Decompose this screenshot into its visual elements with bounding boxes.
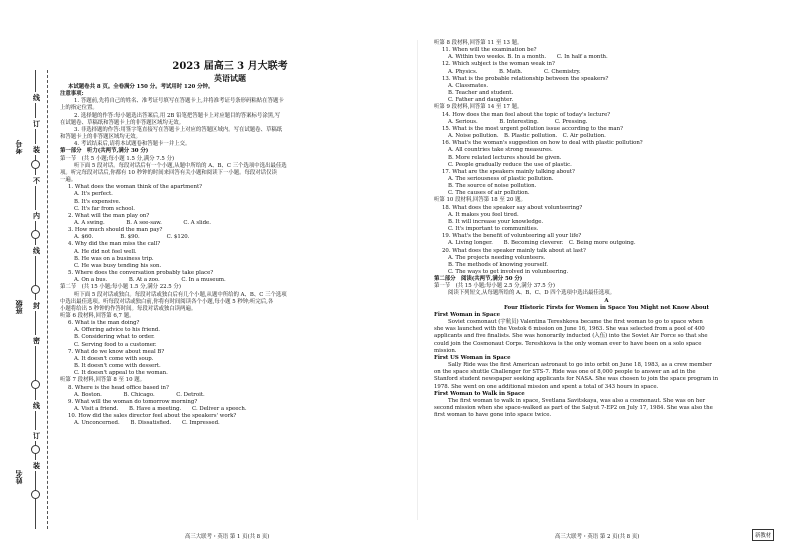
text-line: C. People gradually reduce the use of plastic. <box>448 161 572 168</box>
text-line: she was launched with the Vostok 6 mission on June 16, 1963. She was selected from a pool of 400 <box>434 326 705 333</box>
text-line: A. Living longer. B. Becoming cleverer. C. Being more outgoing. <box>448 240 636 247</box>
text-line: 第一部分 听力(共两节,满分 30 分) <box>60 148 149 155</box>
text-line: C. He was busy tending his son. <box>74 262 162 269</box>
text-line: 6. What is the man doing? <box>68 320 140 327</box>
seal-char: 线 <box>33 246 40 255</box>
text-line: 听下面 5 段对话。每段对话后有一个小题,从题中所给的 A、B、C 三个选项中选出最佳选 <box>74 162 287 169</box>
text-line: A. Serious. B. Interesting. C. Pressing. <box>448 118 588 125</box>
text-line: Four Historic Firsts for Women in Space You Might not Know About <box>504 304 709 311</box>
text-line: A. It doesn't come with soup. <box>74 355 154 362</box>
text-line: First Woman in Space <box>434 311 501 318</box>
text-line: A. Physics. B. Math. C. Chemistry. <box>448 68 581 75</box>
text-line: 小题将给出 5 秒钟的作答时间。每段对话或独白读两遍。 <box>60 305 197 312</box>
text-line: 2. 选择题的作答:每小题选出答案后,用 2B 铅笔把答题卡上对应题目的答案标号涂黑,写 <box>74 112 281 119</box>
text-line: A. Visit a friend. B. Have a meeting. C. Deliver a speech. <box>74 406 247 413</box>
text-line: 英语试题 <box>214 73 246 83</box>
seal-char: 封 <box>33 301 40 310</box>
binding-margin <box>0 0 52 551</box>
text-line: C. It's important to communities. <box>448 226 539 233</box>
text-line: A. Boston. B. Chicago. C. Detroit. <box>74 391 205 398</box>
text-line: 第一节 (共 15 小题;每小题 2.5 分,满分 37.5 分) <box>434 283 555 290</box>
text-line: A. On a bus. B. At a zoo. C. In a museum. <box>74 277 226 284</box>
text-line: 20. What does the speaker mainly talk about at last? <box>442 247 586 254</box>
circle-icon <box>31 490 40 499</box>
binding-dashed-line <box>47 70 48 529</box>
text-line: 14. How does the man feel about the topic of today's lecture? <box>442 111 611 118</box>
text-line: applicants and five finalists. She was honorarily inducted (入伍) into the Soviet Air Force so that she <box>434 333 708 340</box>
text-line: 听第 6 段材料,回答第 6,7 题。 <box>60 313 135 319</box>
text-line: on the space shuttle Challenger for STS-7. Ride was one of 8,000 people to answer an ad in the <box>434 369 696 376</box>
text-line: Sally Ride was the first American astronaut to go into orbit on June 18, 1983, as a crew member <box>448 362 712 369</box>
text-line: Soviet cosmonaut (宇航员) Valentina Tereshkova became the first woman to go to space when <box>448 319 703 326</box>
footer-page-2: 高三大联考・英语 第 2 页(共 8 页) <box>555 534 640 540</box>
text-line: B. More related lectures should be given. <box>448 154 562 161</box>
text-line: 1978. She went on one additional mission and spent a total of 343 hours in space. <box>434 383 659 390</box>
seal-char: 线 <box>33 401 40 410</box>
text-line: 19. What's the benefit of volunteering all your life? <box>442 233 582 240</box>
text-line: 一遍。 <box>60 177 77 184</box>
text-line: 10. How did the sales director feel about the speakers' work? <box>68 413 237 420</box>
text-line: 17. What are the speakers mainly talking about? <box>442 168 575 175</box>
circle-icon <box>31 160 40 169</box>
text-line: Stanford student newspaper seeking applicants for NASA. She was chosen to join the space program in <box>434 376 719 383</box>
text-line: 项。听完每段对话后,你都有 10 秒钟的时间来回答有关小题和阅读下一小题。每段对话仅读 <box>60 169 277 176</box>
text-line: 第一节 (共 5 小题;每小题 1.5 分,满分 7.5 分) <box>60 155 175 162</box>
text-line: 在试题卷、草稿纸和答题卡上的非答题区域均无效。 <box>60 119 184 126</box>
text-line: 和答题卡上的非答题区域均无效。 <box>60 134 141 141</box>
text-line: A. Noise pollution. B. Plastic pollution. C. Air pollution. <box>448 133 606 140</box>
column-divider <box>417 40 418 520</box>
text-line: The first woman to walk in space, Svetlana Savitskaya, was also a cosmonaut. She was on her <box>448 397 706 404</box>
text-line: A. A swing. B. A see-saw. C. A slide. <box>74 219 211 226</box>
text-line: 上的指定位置。 <box>60 105 98 112</box>
text-line: A. It's perfect. <box>74 191 113 198</box>
text-line: A. The projects needing volunteers. <box>448 254 546 261</box>
text-line: mission. <box>434 347 457 354</box>
text-line: C. The ways to get involved in volunteering. <box>448 269 569 275</box>
text-line: First US Woman in Space <box>434 354 511 361</box>
text-line: 4. Why did the man miss the call? <box>68 241 161 248</box>
text-line: 中选出最佳选项。听每段对话或独白前,你将有时间阅读各个小题,每小题 5 秒钟;听完后,各 <box>60 298 274 305</box>
text-line: 听第 7 段材料,回答第 8 至 10 题。 <box>60 377 146 384</box>
name-label: 姓名 <box>14 470 23 484</box>
text-line: A. Classmates. <box>448 82 489 89</box>
text-line: 听第 10 段材料,回答第 18 至 20 题。 <box>434 197 526 204</box>
page-2-column <box>434 40 779 419</box>
text-line: 2. What will the man play on? <box>68 212 150 219</box>
text-line: A. Offering advice to his friend. <box>74 327 160 334</box>
text-line: 第二节 (共 15 小题;每小题 1.5 分,满分 22.5 分) <box>60 284 181 291</box>
seal-char: 装 <box>33 461 40 470</box>
seal-char: 密 <box>33 336 40 345</box>
text-line: A. He did not feel well. <box>74 248 137 255</box>
text-line: A. Within two weeks. B. In a month. C. In half a month. <box>448 54 608 61</box>
text-line: B. Considering what to order. <box>74 334 155 341</box>
text-line: B. It will increase your knowledge. <box>448 218 544 225</box>
text-line: 第二部分 阅读(共两节,满分 50 分) <box>434 276 523 283</box>
text-line: 3. How much should the man pay? <box>68 227 163 234</box>
text-line: 1. 答题前,先将自己的姓名、准考证号填写在答题卡上,并将准考证号条形码粘贴在答题卡 <box>74 98 284 105</box>
text-line: 5. Where does the conversation probably take place? <box>68 270 214 277</box>
text-line: 1. What does the woman think of the apartment? <box>68 184 203 191</box>
circle-icon <box>31 380 40 389</box>
text-line: C. Serving food to a customer. <box>74 341 157 348</box>
text-line: 听第 8 段材料,回答第 11 至 13 题。 <box>434 40 523 46</box>
circle-icon <box>31 285 40 294</box>
text-line: 9. What will the woman do tomorrow morning? <box>68 398 198 405</box>
text-line: B. He was on a business trip. <box>74 255 154 262</box>
text-line: B. The source of noise pollution. <box>448 183 537 190</box>
text-line: B. It doesn't come with dessert. <box>74 363 161 370</box>
text-line: 阅读下列短文,从每题所给的 A、B、C、D 四个选项中选出最佳选项。 <box>448 290 615 297</box>
text-line: First Woman to Walk in Space <box>434 390 525 397</box>
text-line: could join the Cosmonaut Corps. Tereshkova is the only woman ever to have been on a solo space <box>434 340 702 347</box>
text-line: 3. 非选择题的作答:用签字笔直接写在答题卡上对应的答题区域内。写在试题卷、草稿纸 <box>74 126 283 133</box>
text-line: C. It doesn't appeal to the woman. <box>74 370 168 377</box>
text-line: B. The methods of knowing yourself. <box>448 261 548 268</box>
text-line: second mission when she space-walked as part of the Salyut 7-EP2 on July 17, 1984. She was also the <box>434 404 713 411</box>
class-label: 班级 <box>14 300 23 314</box>
text-line: 本试题卷共 8 页。全卷满分 150 分。考试用时 120 分钟。 <box>68 84 214 90</box>
page-1-column <box>60 0 400 428</box>
text-line: 听第 9 段材料,回答第 14 至 17 题。 <box>434 104 523 111</box>
text-line: B. Teacher and student. <box>448 90 514 97</box>
new-textbook-badge: 新教材 <box>752 529 774 541</box>
circle-icon <box>31 230 40 239</box>
text-line: first woman to have gone into space twice. <box>434 412 552 419</box>
text-line: A. The seriousness of plastic pollution. <box>448 175 554 182</box>
exam-number-label: 考号 <box>14 140 23 154</box>
text-line: 听下面 5 段对话或独白。每段对话或独白后有几个小题,从题中所给的 A、B、C 三个选项 <box>74 291 287 298</box>
text-line: 18. What does the speaker say about volunteering? <box>442 204 583 211</box>
seal-char: 订 <box>33 431 40 440</box>
text-line: A. It makes you feel tired. <box>448 211 519 218</box>
text-line: A. Unconcerned. B. Dissatisfied. C. Impressed. <box>74 420 220 427</box>
text-line: 2023 届高三 3 月大联考 <box>172 61 288 72</box>
text-line: 11. When will the examination be? <box>442 47 537 54</box>
seal-char: 装 <box>33 145 40 154</box>
text-line: 4. 考试结束后,请将本试题卷和答题卡一并上交。 <box>74 141 191 148</box>
seal-char: 不 <box>33 176 40 185</box>
footer-page-1: 高三大联考・英语 第 1 页(共 8 页) <box>185 534 270 540</box>
text-line: A <box>604 297 609 304</box>
text-line: 12. Which subject is the woman weak in? <box>442 61 555 68</box>
text-line: 15. What is the most urgent pollution issue according to the man? <box>442 125 623 132</box>
circle-icon <box>31 445 40 454</box>
text-line: C. Father and daughter. <box>448 97 514 104</box>
text-line: 16. What's the woman's suggestion on how to deal with plastic pollution? <box>442 140 643 147</box>
text-line: A. $60. B. $90. C. $120. <box>74 234 190 241</box>
text-line: 13. What is the probable relationship between the speakers? <box>442 75 609 82</box>
text-line: 注意事项: <box>60 91 84 98</box>
text-line: A. All countries take strong measures. <box>448 147 553 154</box>
seal-char: 线 <box>33 93 40 102</box>
text-line: C. It's far from school. <box>74 205 135 212</box>
seal-char: 订 <box>33 119 40 128</box>
text-line: 7. What do we know about meal B? <box>68 348 165 355</box>
seal-char: 内 <box>33 211 40 220</box>
text-line: 8. Where is the head office based in? <box>68 384 169 391</box>
text-line: B. It's expensive. <box>74 198 121 205</box>
text-line: C. The causes of air pollution. <box>448 190 530 197</box>
